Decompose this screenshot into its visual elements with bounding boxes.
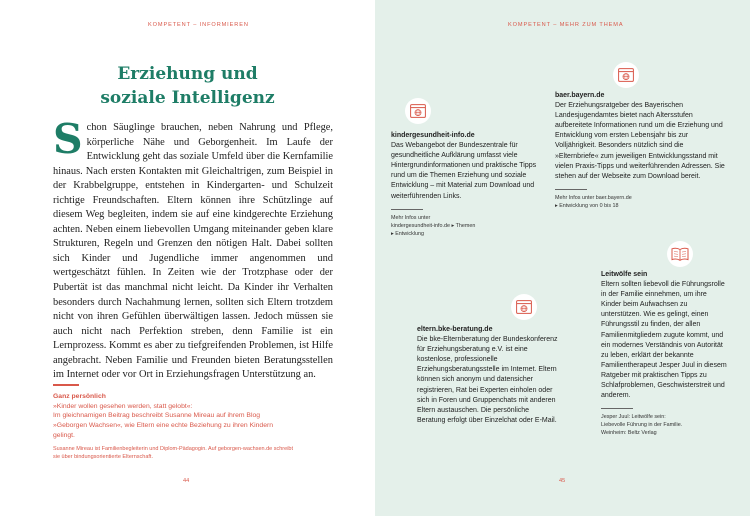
block-baer [555,91,725,210]
browser-globe-icon [511,294,537,320]
title-line-1: Erziehung und [117,64,258,84]
info-line: ▸ Entwicklung von 0 bis 18 [555,202,619,209]
kindergesundheit-info [391,214,537,238]
leitwoelfe-info [601,413,727,437]
baer-text: Der Erziehungsratgeber des Bayerischen Landesjugendamtes bietet nach Altersstufen aufbereitete Informationen rund um die Erziehung und Entwicklung vom ersten Lebensjahr bis zur Volljährigkeit. Besonders nützlich sind die »Elternbriefe« zum jeweiligen Entwicklungsstand mit vielen Praxis-Tipps und weiterführenden Adressen. Sie stehen auf der Webseite zum Download bereit. [555,102,725,180]
running-head-left: KOMPETENT – INFORMIEREN [148,22,249,28]
block-kindergesundheit [391,131,537,238]
open-book-icon [667,241,693,267]
separator [391,209,423,210]
browser-globe-icon [405,98,431,124]
separator [555,189,587,190]
personal-quote: »Kinder wollen gesehen werden, statt gelobt«: [53,402,193,410]
info-line: Liebevolle Führung in der Familie. [601,422,683,429]
red-divider [53,384,79,386]
title-line-2: soziale Intelligenz [100,88,275,108]
right-page [375,0,750,516]
bke-title: eltern.bke-beratung.de [417,326,493,333]
info-line: Mehr Infos unter [391,214,431,221]
body-paragraph [53,115,333,383]
leitwoelfe-text: Eltern sollten liebevoll die Führungsrolle in der Familie einnehmen, um ihre Kinder beim Aufwachsen zu unterstützen. Wie es gelingt, einen Führungsstil zu finden, der allen Familienmitgliedern zugute kommt, und ein modernes Verständnis von Autorität zu leben, erklärt der bekannte Familientherapeut Jesper Juul in diesem Ratgeber mit praktischen Tipps zu Schlafproblemen, Geschwisterstreit und anderem. [601,281,727,400]
info-line: Jesper Juul: Leitwölfe sein: [601,414,666,421]
page-number-right: 45 [559,478,566,484]
block-bke [417,325,559,426]
leitwoelfe-title: Leitwölfe sein [601,271,648,278]
personal-bio: Susanne Mireau ist Familienbegleiterin und Diplom-Pädagogin. Auf geborgen-wachsen.de schreibt sie über bindungsorientierte Elternschaft. [53,445,294,460]
kindergesundheit-title: kindergesundheit-info.de [391,132,475,139]
running-head-right: KOMPETENT – MEHR ZUM THEMA [508,22,624,28]
personal-heading: Ganz persönlich [53,393,106,400]
page-number-left: 44 [183,478,190,484]
page-title [0,62,375,110]
body-text: chon Säuglinge brauchen, neben Nahrung und Pflege, körperliche Nähe und Geborgenheit. Im Laufe der Entwicklung geht das soziale Umfeld über die Kernfamilie hinaus. Nach ersten Kontakten mit Gleichaltrigen, zum Beispiel in der Krabbelgruppe, entstehen in Kindergarten- und Schulzeit richtige Freundschaften. Eltern können ihre Schützlinge auf diesem Weg begleiten, indem sie auf eine kindgerechte Erziehung achten. Neben einem liebevollen Umgang miteinander geben klare Strukturen, Regeln und Grenzen den nötigen Halt. Dabei sollten sich Kinder und Jugendliche immer angenommen und wertgeschätzt fühlen. In Zeiten wie der Trotzphase oder der Pubertät ist das manchmal nicht leicht. Da Kinder ihr Verhalten besonders durch Nachahmung lernen, sollten sich Eltern trotzdem nicht von ihren Gefühlen überwältigen lassen. Jedoch müssen sie auch nicht nach Perfektion streben, denn Familie ist ein Lernprozess. Kommt es aber zu tiefgreifenden Problemen, ist Hilfe angebracht. Neben Familie und Freunden bieten Beratungsstellen im Internet oder vor Ort in Erziehungsfragen Unterstützung an. [53,122,333,381]
baer-info [555,194,725,210]
info-line: ▸ Entwicklung [391,230,424,237]
info-line: Weinheim: Beltz Verlag [601,430,657,437]
baer-title: baer.bayern.de [555,92,605,99]
block-leitwoelfe [601,270,727,437]
drop-cap: S [53,115,83,163]
info-line: kindergesundheit-info.de ▸ Themen [391,222,476,229]
personal-text: Im gleichnamigen Beitrag beschreibt Susanne Mireau auf ihrem Blog »Geborgen Wachsen«, wie Eltern eine echte Beziehung zu ihren Kindern gelingt. [53,412,274,439]
kindergesundheit-text: Das Webangebot der Bundeszentrale für gesundheitliche Aufklärung umfasst viele Hintergrundinformationen und praktische Tipps rund um die Themen Erziehung und soziale Entwicklung – mit Material zum Download und weiterführenden Links. [391,142,537,200]
bke-text: Die bke-Elternberatung der Bundeskonferenz für Erziehungsberatung e.V. ist eine kostenlose, professionelle Erziehungsberatungsstelle im Internet. Eltern können sich anonym und datensicher registrieren, Rat bei Experten einholen oder sich in Foren und Gruppenchats mit anderen Eltern austauschen. Die persönliche Beratung erfolgt über Einzelchat oder E-Mail. [417,336,558,424]
personal-box [53,392,293,461]
info-line: Mehr Infos unter baer.bayern.de [555,194,632,201]
separator [601,408,633,409]
browser-globe-icon [613,62,639,88]
